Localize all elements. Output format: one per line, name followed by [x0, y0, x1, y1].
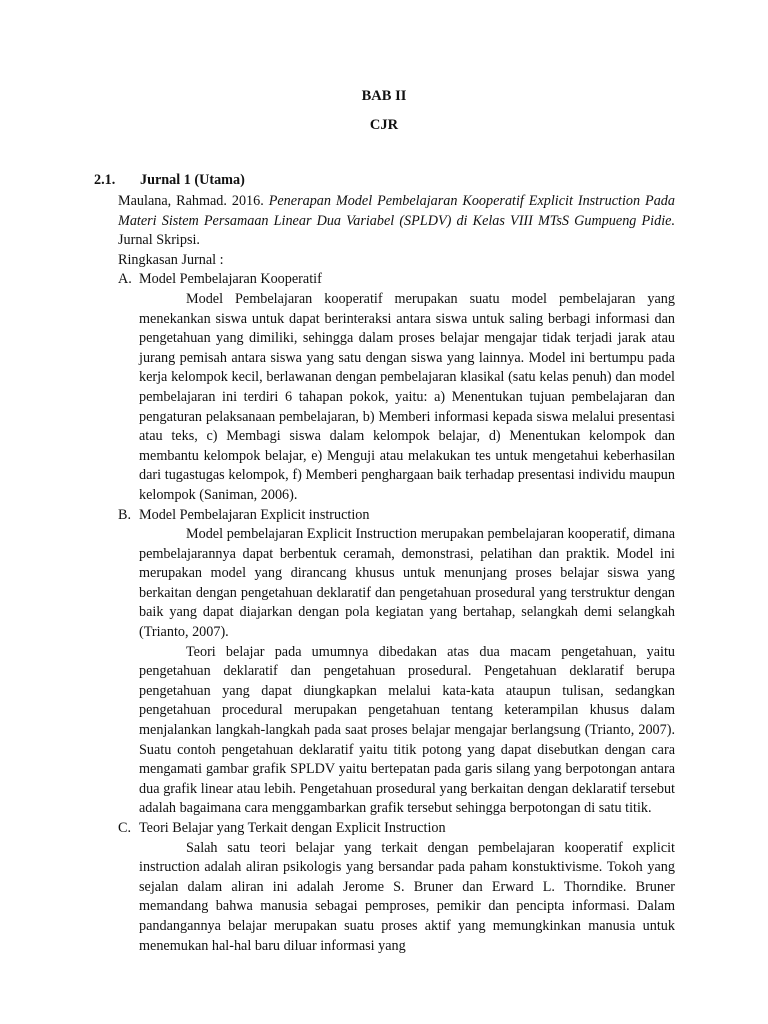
list-item-letter: B. — [118, 506, 132, 523]
summary-label: Ringkasan Jurnal : — [118, 251, 224, 268]
section-number: 2.1. — [94, 172, 116, 188]
list-item-letter: A. — [118, 271, 132, 288]
citation-type: Jurnal Skripsi. — [118, 232, 200, 249]
journal-citation — [118, 192, 675, 251]
list-item-heading — [118, 270, 675, 290]
section-title: Jurnal 1 (Utama) — [140, 172, 245, 188]
paragraph: Model pembelajaran Explicit Instruction merupakan pembelajaran kooperatif, dimana pembelajarannya dapat berbentuk ceramah, demonstrasi, pelatihan dan praktik. Model ini merupakan model yang dirancang khusus untuk menunjang proses belajar siswa yang berkaitan dengan pengetahuan deklaratif dan pengetahuan prosedural yang terstruktur dengan baik yang dapat diajarkan dengan pola kegiatan yang bertahap, selangkah demi selangkah (Trianto, 2007). — [139, 526, 675, 641]
chapter-title: CJR — [369, 117, 399, 133]
list-item-title: Model Pembelajaran Kooperatif — [139, 271, 322, 288]
list-item-letter: C. — [118, 820, 132, 836]
list-item-heading — [118, 506, 675, 526]
list-item-title: Teori Belajar yang Terkait dengan Explicit Instruction — [139, 820, 446, 836]
list-item-title: Model Pembelajaran Explicit instruction — [139, 506, 370, 523]
paragraph: Model Pembelajaran kooperatif merupakan suatu model pembelajaran yang menekankan siswa untuk dapat berinteraksi antara siswa untuk saling berbagi informasi dan pengetahuan yang dimiliki, sehingga dalam proses belajar mengajar tidak terjadi jarak atau jurang pemisah antara siswa yang satu dengan siswa yang lainnya. Model ini bertumpu pada kerja kelompok kecil, berlawanan dengan pembelajaran klasikal (satu kelas penuh) dan model pembelajaran ini terdiri 6 tahapan pokok, yaitu: a) Menentukan tujuan pembelajaran dan pengaturan pelaksanaan pembelajaran, b) Memberi informasi kepada siswa melalui presentasi atau teks, c) Membagi siswa dalam kelompok belajar, d) Menentukan kelompok dan membantu kelompok belajar, e) Menguji atau melakukan tes untuk mengetahui keberhasilan dari tugastugas kelompok, f) Memberi penghargaan baik terhadap presentasi individu maupun kelompok (Saniman, 2006). — [139, 290, 675, 503]
document-body — [118, 192, 675, 956]
citation-author-year: Maulana, Rahmad. 2016. — [118, 193, 269, 209]
citation-title: Penerapan Model Pembelajaran Kooperatif Explicit Instruction Pada Materi Sistem Persamaan Linear Dua Variabel (SPLDV) di Kelas VIII MTsS Gumpueng Pidie. — [118, 193, 675, 229]
chapter-heading: BAB II — [361, 88, 407, 104]
paragraph: Teori belajar pada umumnya dibedakan atas dua macam pengetahuan, yaitu pengetahuan deklaratif dan pengetahuan prosedural. Pengetahuan deklaratif berupa pengetahuan yang dapat diungkapkan melalui kata-kata ataupun tulisan, sedangkan pengetahuan procedural merupakan pengetahuan tentang keterampilan khusus dalam menjalankan langkah-langkah pada saat proses belajar mengajar berlangsung (Trianto, 2007). Suatu contoh pengetahuan deklaratif yaitu titik potong yang dapat disebutkan dengan cara mengamati gambar grafik SPLDV yaitu bertepatan pada garis silang yang berpotongan antara dua grafik linear atau lebih. Pengetahuan prosedural yang berkaitan dengan deklaratif tersebut adalah bagaimana cara menggambarkan grafik tersebut sehingga berpotongan di satu titik. — [139, 643, 675, 817]
paragraph: Salah satu teori belajar yang terkait dengan pembelajaran kooperatif explicit instruction adalah aliran psikologis yang bersandar pada paham konstuktivisme. Tokoh yang sejalan dalam aliran ini adalah Jerome S. Bruner dan Erward L. Thorndike. Bruner memandang bahwa manusia sebagai pemproses, pemikir dan pencipta informasi. Dalam pandangannya belajar merupakan suatu proses aktif yang memungkinkan manusia untuk menemukan hal-hal baru diluar informasi yang — [139, 839, 675, 954]
list-item-heading — [118, 819, 675, 839]
